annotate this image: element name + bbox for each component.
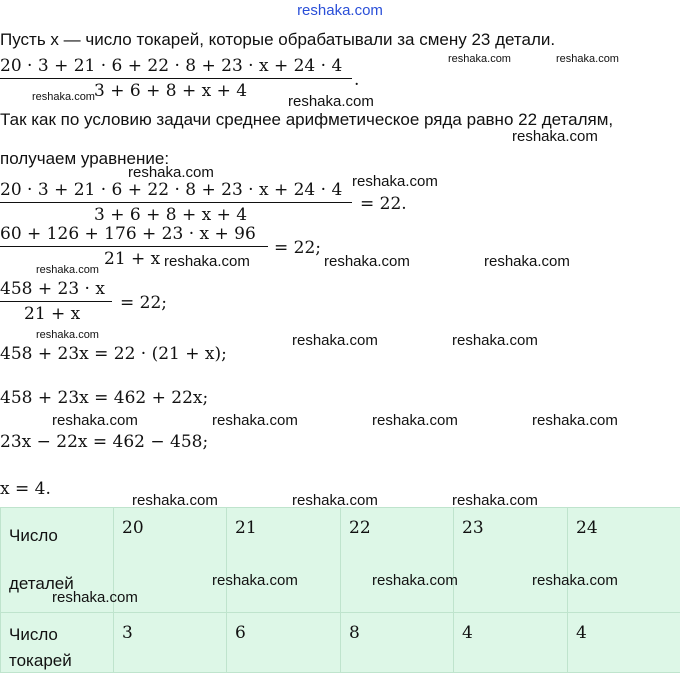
watermark: reshaka.com: [212, 572, 298, 589]
table-cell: 21: [227, 508, 341, 613]
watermark: reshaka.com: [292, 492, 378, 509]
equation-2-rhs: = 22;: [274, 238, 321, 258]
watermark: reshaka.com: [164, 253, 250, 270]
watermark: reshaka.com: [512, 128, 598, 145]
fraction-bar: [0, 301, 112, 302]
row-label-line: Число: [9, 526, 58, 546]
watermark: reshaka.com: [452, 492, 538, 509]
equation-step-5: 458 + 23x = 462 + 22x;: [0, 388, 208, 408]
fraction-bar: [0, 202, 352, 203]
watermark: reshaka.com: [556, 53, 619, 65]
fraction-bar: [0, 246, 268, 247]
watermark: reshaka.com: [288, 93, 374, 110]
watermark: reshaka.com: [372, 412, 458, 429]
watermark: reshaka.com: [32, 91, 95, 103]
watermark: reshaka.com: [212, 412, 298, 429]
watermark: reshaka.com: [448, 53, 511, 65]
equation-3-rhs: = 22;: [120, 293, 167, 313]
equation-1-rhs: = 22.: [360, 194, 407, 214]
intro-text: Пусть x — число токарей, которые обрабатывали за смену 23 детали.: [0, 30, 555, 50]
watermark: reshaka.com: [36, 329, 99, 341]
watermark: reshaka.com: [484, 253, 570, 270]
watermark: reshaka.com: [532, 572, 618, 589]
row-label-turners: [1, 613, 114, 673]
watermark: reshaka.com: [532, 412, 618, 429]
equation-3-numerator: 458 + 23 · x: [0, 279, 112, 299]
table-cell: 20: [114, 508, 227, 613]
watermark: reshaka.com: [352, 173, 438, 190]
equation-1-numerator: 20 · 3 + 21 · 6 + 22 · 8 + 23 · x + 24 · 4: [0, 180, 352, 200]
condition-text-continued: получаем уравнение:: [0, 149, 169, 169]
watermark: reshaka.com: [52, 412, 138, 429]
row-label-line: Число: [9, 625, 58, 645]
row-label-line: деталей: [9, 574, 74, 594]
row-label-line: токарей: [9, 651, 72, 671]
table-cell: 8: [341, 613, 454, 673]
equation-1-denominator: 3 + 6 + 8 + x + 4: [0, 205, 352, 225]
condition-text: Так как по условию задачи среднее арифметическое ряда равно 22 деталям,: [0, 110, 613, 130]
watermark: reshaka.com: [52, 589, 138, 606]
table-row: [1, 613, 680, 673]
watermark: reshaka.com: [324, 253, 410, 270]
watermark: reshaka.com: [452, 332, 538, 349]
equation-step-6: 23x − 22x = 462 − 458;: [0, 432, 208, 452]
equation-3: [0, 279, 112, 324]
site-header-link[interactable]: reshaka.com: [0, 2, 680, 19]
table-cell: 6: [227, 613, 341, 673]
watermark: reshaka.com: [372, 572, 458, 589]
mean-fraction-suffix: .: [354, 70, 359, 90]
watermark: reshaka.com: [128, 164, 214, 181]
equation-2-numerator: 60 + 126 + 176 + 23 · x + 96: [0, 224, 268, 244]
equation-answer: x = 4.: [0, 479, 51, 499]
equation-1: [0, 180, 352, 225]
table-cell: 3: [114, 613, 227, 673]
table-cell: 22: [341, 508, 454, 613]
watermark: reshaka.com: [132, 492, 218, 509]
table-cell: 23: [454, 508, 568, 613]
table-cell: 4: [454, 613, 568, 673]
fraction-bar: [0, 78, 352, 79]
watermark: reshaka.com: [292, 332, 378, 349]
watermark: reshaka.com: [36, 264, 99, 276]
mean-fraction-numerator: 20 · 3 + 21 · 6 + 22 · 8 + 23 · x + 24 · 4: [0, 56, 352, 76]
mean-fraction-denominator: 3 + 6 + 8 + x + 4: [0, 81, 352, 101]
equation-step-4: 458 + 23x = 22 · (21 + x);: [0, 344, 227, 364]
table-cell: 4: [568, 613, 680, 673]
table-cell: 24: [568, 508, 680, 613]
equation-3-denominator: 21 + x: [0, 304, 112, 324]
equation-2-denominator: 21 + x: [0, 249, 268, 269]
